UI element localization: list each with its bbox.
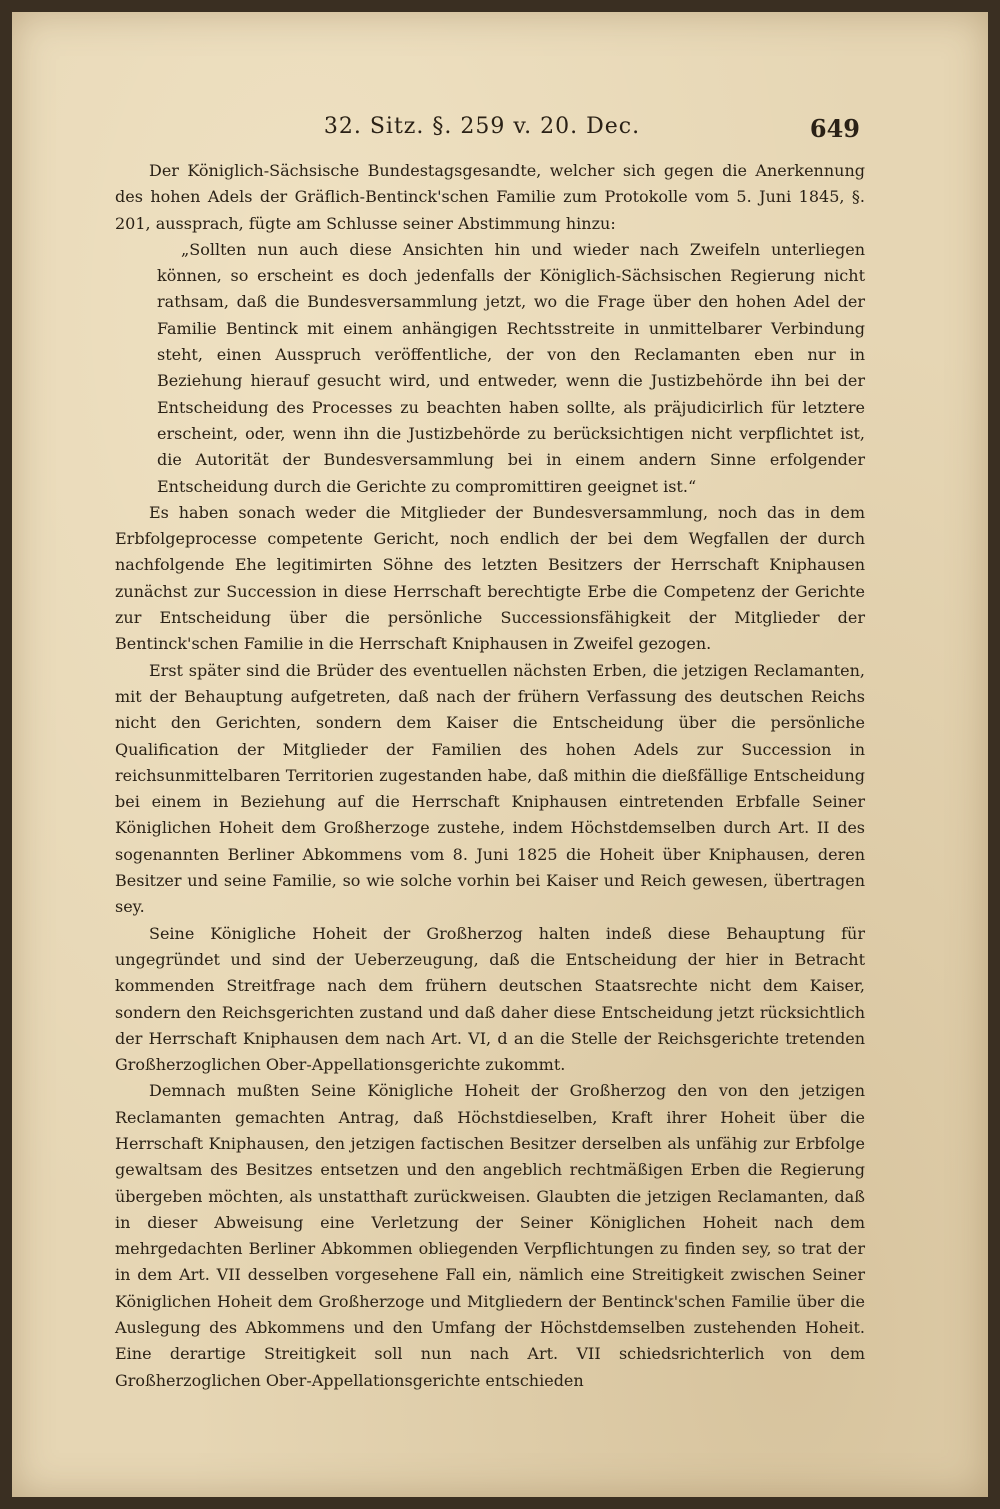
running-title: 32. Sitz. §. 259 v. 20. Dec. — [323, 114, 641, 139]
paragraph-grand-duke: Seine Königliche Hoheit der Großherzog halten indeß diese Behauptung für ungegründet und sind der Ueberzeugung, daß die Entscheidung der hier in Betracht kommenden Streitfrage nach dem frühern deutschen Staatsrechte nicht dem Kaiser, sondern den Reichsgerichten zustand und daß daher diese Entscheidung jetzt rücksichtlich der Herrschaft Kniphausen dem nach Art. VI, d an die Stelle der Reichsgerichte tretenden Großherzoglichen Ober-Appellationsgerichte zukommt. — [115, 923, 865, 1075]
page-number: 649 — [809, 114, 860, 143]
body-text — [115, 158, 865, 1394]
paragraph-quotation: „Sollten nun auch diese Ansichten hin und wieder nach Zweifeln unterliegen können, so erscheint es doch jedenfalls der Königlich-Sächsischen Regierung nicht rathsam, daß die Bundesversammlung jetzt, wo die Frage über den hohen Adel der Familie Bentinck mit einem anhängigen Rechtsstreite in unmittelbarer Verbindung steht, einen Ausspruch veröffentliche, der von den Reclamanten eben nur in Beziehung hierauf gesucht wird, und entweder, wenn die Justizbehörde ihn bei der Entscheidung des Processes zu beachten haben sollte, als präjudicirlich für letztere erscheint, oder, wenn ihn die Justizbehörde zu berücksichtigen nicht verpflichtet ist, die Autorität der Bundesversammlung bei in einem andern Sinne erfolgender Entscheidung durch die Gerichte zu compromittiren geeignet ist.“ — [157, 239, 865, 496]
page-header — [12, 114, 988, 148]
paragraph-conclusion: Demnach mußten Seine Königliche Hoheit der Großherzog den von den jetzigen Reclamanten gemachten Antrag, daß Höchstdieselben, Kraft ihrer Hoheit über die Herrschaft Kniphausen, den jetzigen factischen Besitzer derselben als unfähig zur Erbfolge gewaltsam des Besitzes entsetzen und den angeblich rechtmäßigen Erben die Regierung übergeben möchten, als unstatthaft zurückweisen. Glaubten die jetzigen Reclamanten, daß in dieser Abweisung eine Verletzung der Seiner Königlichen Hoheit nach dem mehrgedachten Berliner Abkommen obliegenden Verpflichtungen zu finden sey, so trat der in dem Art. VII desselben vorgesehene Fall ein, nämlich eine Streitigkeit zwischen Seiner Königlichen Hoheit dem Großherzoge und Mitgliedern der Bentinck'schen Familie über die Auslegung des Abkommens und den Umfang der Höchstdemselben zustehenden Hoheit. Eine derartige Streitigkeit soll nun nach Art. VII schiedsrichterlich von dem Großherzoglichen Ober-Appellationsgerichte entschieden — [115, 1081, 865, 1390]
paragraph-intro: Der Königlich-Sächsische Bundestagsgesandte, welcher sich gegen die Anerkennung des hohen Adels der Gräflich-Bentinck'schen Familie zum Protokolle vom 5. Juni 1845, §. 201, aussprach, fügte am Schlusse seiner Abstimmung hinzu: — [115, 161, 865, 233]
document-page — [12, 12, 988, 1497]
paragraph-competence: Es haben sonach weder die Mitglieder der Bundesversammlung, noch das in dem Erbfolgeprocesse competente Gericht, noch endlich der bei dem Wegfallen der durch nachfolgende Ehe legitimirten Söhne des letzten Besitzers der Herrschaft Kniphausen zunächst zur Succession in diese Herrschaft berechtigte Erbe die Competenz der Gerichte zur Entscheidung über die persönliche Successionsfähigkeit der Mitglieder der Bentinck'schen Familie in die Herrschaft Kniphausen in Zweifel gezogen. — [115, 502, 865, 654]
paragraph-claim: Erst später sind die Brüder des eventuellen nächsten Erben, die jetzigen Reclamanten, mit der Behauptung aufgetreten, daß nach der frühern Verfassung des deutschen Reichs nicht den Gerichten, sondern dem Kaiser die Entscheidung über die persönliche Qualification der Mitglieder der Familien des hohen Adels zur Succession in reichsunmittelbaren Territorien zugestanden habe, daß mithin die dießfällige Entscheidung bei einem in Beziehung auf die Herrschaft Kniphausen eintretenden Erbfalle Seiner Königlichen Hoheit dem Großherzoge zustehe, indem Höchstdemselben durch Art. II des sogenannten Berliner Abkommens vom 8. Juni 1825 die Hoheit über Kniphausen, deren Besitzer und seine Familie, so wie solche vorhin bei Kaiser und Reich gewesen, übertragen sey. — [115, 660, 865, 917]
